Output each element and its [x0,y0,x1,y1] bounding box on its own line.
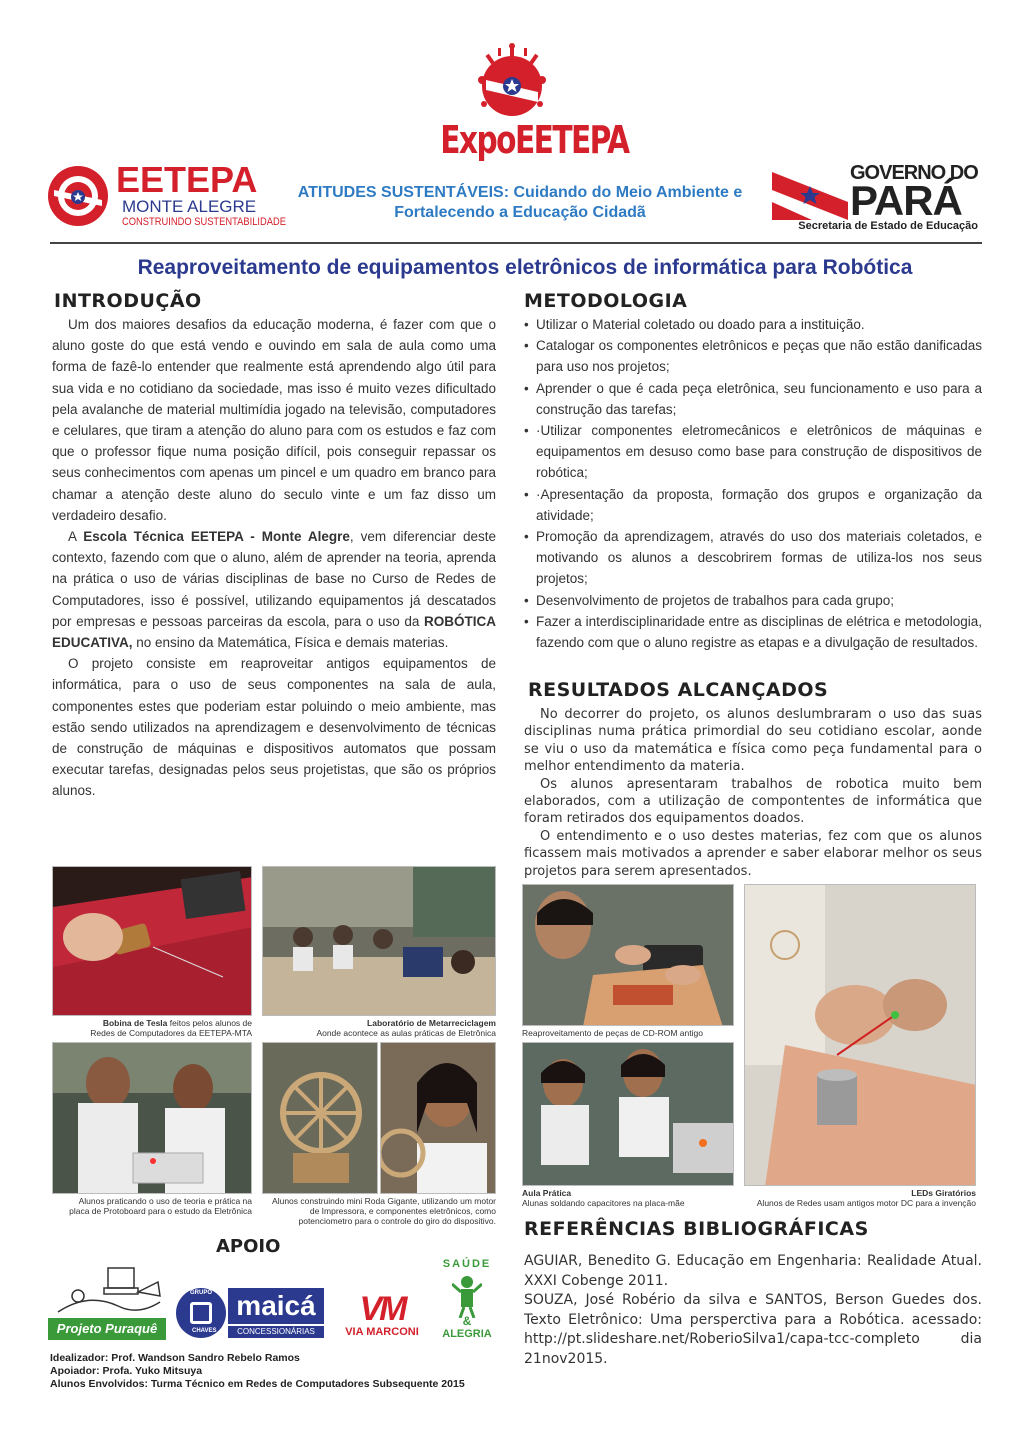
methodology-item: • Desenvolvimento de projetos de trabalhos para cada grupo; [522,590,982,611]
caption-protoboard [52,1196,252,1216]
methodology-item: • Promoção da aprendizagem, através do uso dos materiais coletados, e motivando os alunos a descobrirem formas de utiliza-los nos seus projetos; [522,526,982,590]
photo-leds [744,884,976,1186]
support-heading: APOIO [216,1236,281,1257]
credit-students: Alunos Envolvidos: Turma Técnico em Redes de Computadores Subsequente 2015 [50,1378,465,1390]
caption-tesla [52,1018,252,1038]
results-paragraph-3: O entendimento e o uso destes materias, fez com que os alunos ficassem mais motivados a aprender e saber elaborar melhor os seus projetos para serem apresentados. [524,828,982,879]
reference-2: SOUZA, José Robério da silva e SANTOS, Berson Guedes dos. Texto Eletrônico: Uma persperctiva para a Robótica. acessado: http://pt.slideshare.net/RoberioSilva1/capa-tcc-completo dia 21nov2015. [524,1292,982,1367]
via-marconi-name: VIA MARCONI [345,1326,419,1338]
student-illustration [381,1043,496,1194]
photo-laboratory [262,866,496,1016]
puraque-label: Projeto Puraquê [48,1318,166,1340]
maica-group: GRUPO [190,1290,213,1296]
school-tagline: CONSTRUINDO SUSTENTABILIDADE [122,216,286,228]
results-heading: RESULTADOS ALCANÇADOS [528,679,829,701]
photo-protoboard [52,1042,252,1194]
via-marconi-mark: VM [359,1290,405,1328]
government-logo [772,162,982,238]
caption-tesla-line2: Redes de Computadores da EETEPA-MTA [90,1028,252,1038]
protoboard-illustration [53,1043,252,1194]
government-line1: GOVERNO DO [850,162,978,184]
results-paragraph-1: No decorrer do projeto, os alunos deslumbraram o uso das suas disciplinas numa prática primordial do seu cotidiano escolar, aonde se viu o uso da matemática e física como peça fundamental para o melhor entendimento da materia. [524,707,982,775]
intro-p2-c: no ensino da Matemática, Física e demais materias. [132,635,449,651]
government-department: Secretaria de Estado de Educação [798,220,978,232]
methodology-heading: METODOLOGIA [524,290,688,312]
school-name: EETEPA [116,159,258,200]
eetepa-emblem-icon [46,164,110,228]
caption-tesla-bold: Bobina de Tesla [102,1018,168,1028]
methodology-item: • ·Utilizar componentes eletromecânicos e eletrônicos de máquinas e equipamentos em desuso como base para construção de dispositivos de robótica; [522,420,982,484]
eetepa-logo [44,159,286,238]
caption-ferris-wheel: Alunos construindo mini Roda Gigante, utilizando um motor de Impressora, e componentes eletrônicos, como potenciometro para o controle do giro do dispositivo. [272,1196,496,1226]
cdrom-illustration [523,885,734,1026]
event-title: ExpoEETEPA [440,118,629,162]
caption-lab-bold: Laboratório de Metarreciclagem [367,1018,496,1028]
header-divider [50,242,982,244]
saude-name: ALEGRIA [442,1328,492,1340]
sponsor-saude-alegria [436,1258,498,1344]
caption-cdrom: Reaproveitamento de peças de CD-ROM antigo [522,1028,703,1038]
maica-sub: CONCESSIONÁRIAS [228,1326,324,1338]
credit-supporter: Apoiador: Profa. Yuko Mitsuya [50,1365,203,1377]
credits [50,1352,465,1391]
event-theme [270,183,770,223]
intro-p2-bold2: ROBÓTICA EDUCATIVA, [52,613,496,651]
photo-ferris-wheel [262,1042,378,1194]
methodology-item: • Fazer a interdisciplinaridade entre as disciplinas de elétrica e metodologia, fazendo com que o aluno registre as etapas e a divulgação de resultados. [522,611,982,653]
lab-illustration [263,867,496,1016]
sponsor-maica [176,1288,324,1338]
theme-line2: Fortalecendo a Educação Cidadã [394,204,646,221]
references-heading: REFERÊNCIAS BIBLIOGRÁFICAS [524,1218,869,1240]
intro-heading: INTRODUÇÃO [54,290,202,312]
tesla-coil-illustration [53,867,252,1016]
sponsor-via-marconi [336,1292,428,1340]
intro-paragraph-2 [52,526,496,653]
soldering-illustration [523,1043,734,1186]
maica-name: maicá [228,1288,324,1324]
intro-p2-bold: Escola Técnica EETEPA - Monte Alegre [83,529,350,545]
intro-paragraph-1: Um dos maiores desafios da educação moderna, é fazer com que o aluno goste do que está vendo e ouvindo em sala de aula como uma forma de fazê-lo entender que realmente está aprendendo algo útil para sua vida e no cotidiano da sociedade, mas isso é muito vezes dificultado pela avalanche de material multimídia jogado na televisão, computadores e celulares, que tiram a atenção do aluno para com os estudos e faz com que o professor fique numa posição difícil, pois conseguir repassar os seus conhecimentos com apenas um pincel e um quadro em branco para chamar a atenção deste aluno do seculo vinte e um faz disso um verdadeiro desafio. [52,317,496,523]
government-line2: PARÁ [850,177,962,224]
saude-amp: & [462,1314,472,1328]
results-paragraph-2: Os alunos apresentaram trabalhos de robotica muito bem elaborados, com a utilização de compontentes de informática que foram retirados dos equipamentos doados. [524,776,982,827]
school-city: MONTE ALEGRE [122,197,257,216]
caption-lab-line2: Aonde acontece as aulas práticas de Eletrônica [316,1028,496,1038]
caption-soldering-text: Alunas soldando capacitores na placa-mãe [522,1198,685,1208]
caption-leds-text: Alunos de Redes usam antigos motor DC para a invenção [756,1198,976,1208]
caption-tesla-rest: feitos pelos alunos de [167,1018,252,1028]
methodology-item: • Catalogar os componentes eletrônicos e peças que não estão danificadas para uso nos projetos; [522,335,982,377]
methodology-item: • Aprender o que é cada peça eletrônica, seu funcionamento e uso para a construção das tarefas; [522,378,982,420]
ferris-wheel-illustration [263,1043,378,1194]
expo-emblem-logo [468,40,556,128]
methodology-item: • Utilizar o Material coletado ou doado para a instituição. [522,314,982,335]
photo-student [380,1042,496,1194]
saude-figure-icon [452,1274,482,1318]
credit-idealizer: Idealizador: Prof. Wandson Sandro Rebelo Ramos [50,1352,300,1364]
caption-protoboard-line1: Alunos praticando o uso de teoria e prática na [78,1196,252,1206]
reference-1: AGUIAR, Benedito G. Educação em Engenharia: Realidade Atual. XXXI Cobenge 2011. [524,1253,982,1289]
photo-tesla-coil [52,866,252,1016]
theme-line1: Cuidando do Meio Ambiente e [509,184,743,201]
caption-leds [744,1188,976,1208]
intro-text [52,314,496,802]
saude-label: SAÚDE [442,1258,492,1270]
caption-protoboard-line2: placa de Protoboard para o estudo da Eletrônica [69,1206,252,1216]
results-text [524,706,982,880]
poster-title: Reaproveitamento de equipamentos eletrônicos de informática para Robótica [137,256,913,279]
caption-soldering [522,1188,734,1208]
references-text [524,1252,982,1370]
caption-lab [262,1018,496,1038]
methodology-item: • ·Apresentação da proposta, formação dos grupos e organização da atividade; [522,484,982,526]
intro-paragraph-3: O projeto consiste em reaproveitar antigos equipamentos de informática, para o uso de seus componentes na sala de aula, componentes estes que poderiam estar poluindo o meio ambiente, mas estão sendo utilizados na aprendizagem e desenvolvimento de técnicas de construção de máquinas e dispositivos automatos que possam executar tarefas, designadas pelos seus projetistas, que são os próprios alunos. [52,656,496,799]
caption-leds-bold: LEDs Giratórios [911,1188,976,1198]
methodology-list [522,314,982,653]
photo-cdrom [522,884,734,1026]
caption-soldering-bold: Aula Prática [522,1188,572,1198]
leds-illustration [745,885,976,1186]
maica-side: CHAVES [192,1328,217,1334]
sponsor-projeto-puraque [48,1262,168,1344]
intro-p2-b: , vem diferenciar deste contexto, fazendo com que o aluno, além de aprender na teoria, aprenda na prática o uso de várias disciplinas de base no Curso de Redes de Computadores, isso é possível, utilizando equipamentos já descatados por empresas e pessoas parceiras da escola, para o uso da [52,529,496,629]
puraque-drawing-icon [48,1262,168,1322]
photo-soldering [522,1042,734,1186]
intro-p2-a: A [68,529,84,545]
theme-highlight: ATITUDES SUSTENTÁVEIS: [297,184,510,201]
para-flag-icon [772,172,848,220]
